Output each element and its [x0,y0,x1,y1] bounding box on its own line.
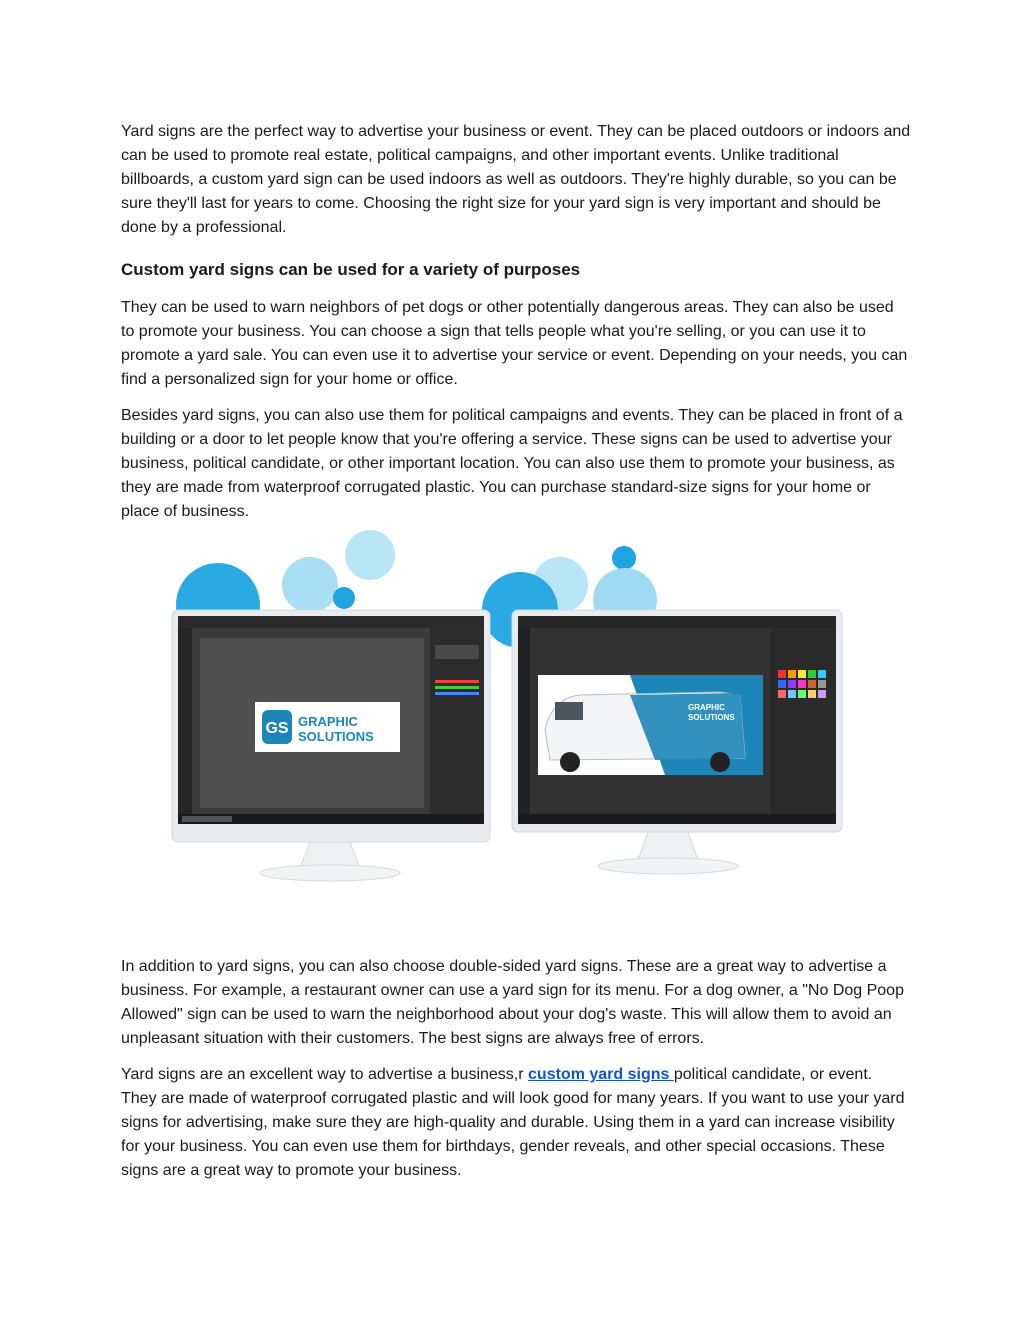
closing-text-before: Yard signs are an excellent way to advertise a business,r [121,1066,529,1083]
monitors-illustration [160,530,860,890]
bubble [282,557,338,613]
paragraph-uses: They can be used to warn neighbors of pet dogs or other potentially dangerous areas. They can also be used to promote your business. You can choose a sign that tells people what you're selling, or you can use it to promote a yard sale. You can even use it to advertise your service or event. Depending on your needs, you can find a personalized sign for your home or office. [121,299,908,388]
paragraph-double-sided: In addition to yard signs, you can also choose double-sided yard signs. These are a great way to advertise a business. For example, a restaurant owner can use a yard sign for its menu. For a dog owner, a "No Dog Poop Allowed" sign can be used to warn the neighborhood about your dog's waste. This will allow them to avoid an unpleasant situation with their customers. The best signs are always free of errors. [121,958,904,1047]
paragraph-intro: Yard signs are the perfect way to advertise your business or event. They can be placed outdoors or indoors and can be used to promote real estate, political campaigns, and other important events. Unlike traditional billboards, a custom yard sign can be used indoors as well as outdoors. They're highly durable, so you can be sure they'll last for years to come. Choosing the right size for your yard sign is very important and should be done by a professional. [121,123,911,236]
bubble [333,587,355,609]
van-logo-line2: SOLUTIONS [688,713,735,722]
article-body [121,120,911,536]
left-monitor [172,610,490,881]
bubble [345,530,395,580]
logo-text-line2: SOLUTIONS [298,729,374,744]
svg-text:GS: GS [265,720,289,737]
bubble [612,546,636,570]
paragraph-closing [121,1063,911,1183]
monitors-graphic [160,530,860,890]
swatches-panel [778,670,826,698]
right-monitor [512,610,842,874]
section-heading: Custom yard signs can be used for a variety of purposes [121,260,581,279]
logo-text-line1: GRAPHIC [298,714,358,729]
article-body-lower [121,955,911,1195]
van-logo-line1: GRAPHIC [688,703,725,712]
custom-yard-signs-link[interactable]: custom yard signs [528,1066,674,1083]
paragraph-political: Besides yard signs, you can also use them for political campaigns and events. They can be placed in front of a building or a door to let people know that you're offering a service. These signs can be used to advertise your business, political candidate, or other important location. You can also use them to promote your business, as they are made from waterproof corrugated plastic. You can purchase standard-size signs for your home or place of business. [121,407,903,520]
closing-text-after: political candidate, or event. They are made of waterproof corrugated plastic and will look good for many years. If you want to use your yard signs for advertising, make sure they are high-quality and durable. Using them in a yard can increase visibility for your business. You can even use them for birthdays, gender reveals, and other special occasions. These signs are a great way to promote your business. [121,1066,905,1179]
